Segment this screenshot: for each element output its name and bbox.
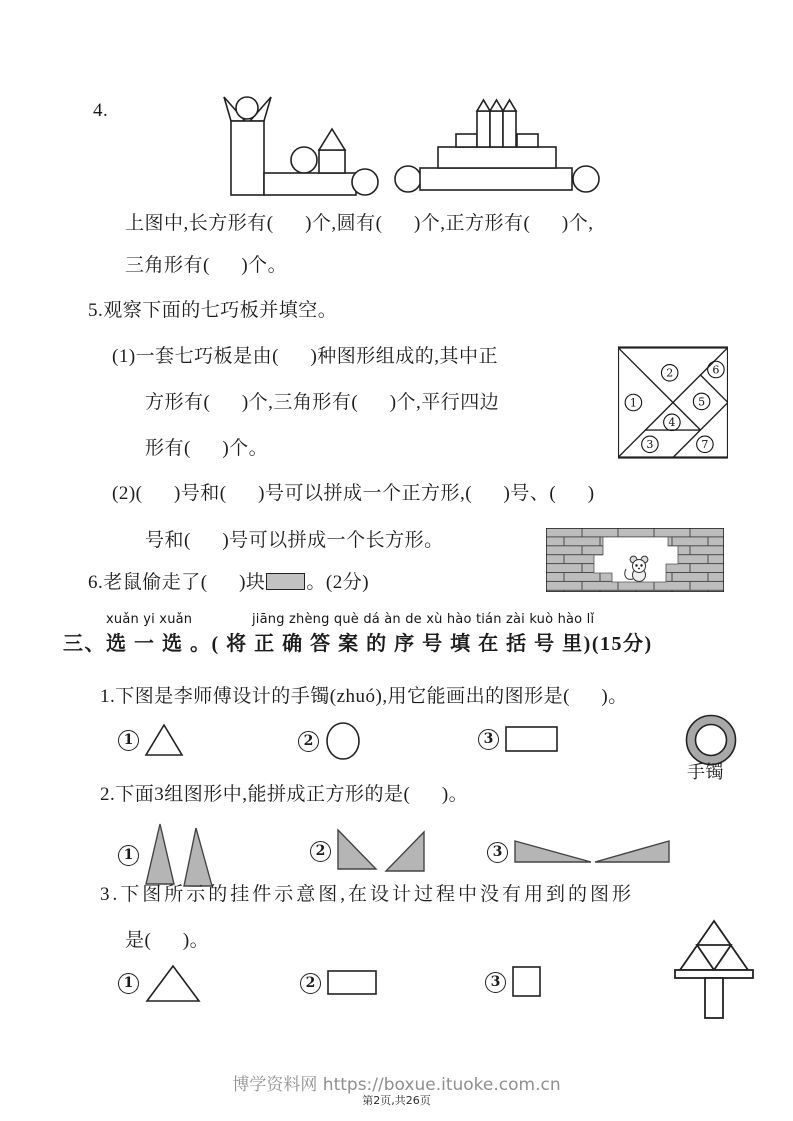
bottom-bar-rectangle xyxy=(420,168,572,190)
q1-text: 1.下图是李师傅设计的手镯(zhuó),用它能画出的图形是( )。 xyxy=(100,686,628,707)
tangram-label-7: 7 xyxy=(701,438,709,452)
left-wheel-circle xyxy=(395,166,421,192)
q2-option-2 xyxy=(310,828,428,874)
q4-line2: 三角形有( )个。 xyxy=(125,255,288,276)
tier3-left-square xyxy=(456,134,477,147)
ball-circle xyxy=(291,147,317,173)
q4-blocks-figure-1 xyxy=(198,93,383,203)
brick-wall-figure xyxy=(546,528,724,592)
square-icon xyxy=(511,965,543,999)
heading-paren-open: ( xyxy=(211,633,227,655)
q5-part1-line3: 形有( )个。 xyxy=(145,438,269,459)
page-number: 第2页,共26页 xyxy=(362,1094,431,1107)
heading-jiang: 将 正 确 答 案 的 序 号 填 在 括 号 里 xyxy=(226,633,584,655)
house-square xyxy=(319,150,345,173)
tangram-label-3: 3 xyxy=(646,438,654,452)
q2-option-3 xyxy=(487,838,673,866)
option-marker: 3 xyxy=(478,729,499,750)
tangram-label-5: 5 xyxy=(698,395,706,409)
heading-suffix: )(15分) xyxy=(583,633,653,655)
triangle-icon xyxy=(144,722,184,758)
base-rectangle xyxy=(264,173,356,195)
tier2-rectangle xyxy=(438,147,556,168)
q6-text-before: 6.老鼠偷走了( )块 xyxy=(88,572,266,593)
tangram-label-2: 2 xyxy=(666,366,674,380)
pendant-figure xyxy=(668,918,760,1020)
pinyin-jiang: jiāng zhèng què dá àn de xù hào tián zài kuò hào lǐ xyxy=(252,612,595,627)
option-marker: 1 xyxy=(118,845,139,866)
option-marker: 2 xyxy=(298,731,319,752)
tall-triangles-pair-icon xyxy=(144,822,216,888)
option-marker: 2 xyxy=(310,841,331,862)
option-marker: 3 xyxy=(485,972,506,993)
section3-heading xyxy=(63,632,653,656)
flat-triangles-pair-icon xyxy=(513,838,673,866)
triangle-icon xyxy=(144,962,202,1004)
tangram-label-1: 1 xyxy=(629,396,637,410)
tower3-roof-triangle xyxy=(503,100,516,111)
q1-option-1 xyxy=(118,722,184,758)
pinyin-xuan: xuǎn yi xuǎn xyxy=(106,612,193,627)
q3-option-1 xyxy=(118,962,202,1004)
option-marker: 2 xyxy=(300,973,321,994)
tower2-rectangle xyxy=(490,111,503,147)
option-marker: 3 xyxy=(487,842,508,863)
crown-circle xyxy=(236,97,258,119)
tier3-right-square xyxy=(517,134,538,147)
q4-blocks-figure-2 xyxy=(393,98,603,198)
tower3-rectangle xyxy=(503,111,516,147)
q1-option-3 xyxy=(478,724,560,754)
brick-icon xyxy=(266,573,305,590)
right-wheel-circle xyxy=(573,166,599,192)
tower-rectangle xyxy=(231,121,264,195)
bracelet-figure xyxy=(682,714,740,768)
pendant-bar-rectangle xyxy=(675,970,753,978)
tower2-roof-triangle xyxy=(490,100,503,111)
pendant-stem-rectangle xyxy=(705,978,723,1018)
q6-line xyxy=(88,572,369,595)
rectangle-icon xyxy=(504,724,560,754)
house-roof-triangle xyxy=(319,129,345,150)
q2-text: 2.下面3组图形中,能拼成正方形的是( )。 xyxy=(100,784,469,805)
q4-number: 4. xyxy=(93,100,109,121)
tower1-rectangle xyxy=(477,111,490,147)
tangram-label-4: 4 xyxy=(668,416,676,430)
tangram-figure xyxy=(618,345,728,460)
tangram-label-6: 6 xyxy=(712,363,720,377)
q2-option-1 xyxy=(118,822,216,888)
q5-part1-line1: (1)一套七巧板是由( )种图形组成的,其中正 xyxy=(112,346,499,367)
q4-line1: 上图中,长方形有( )个,圆有( )个,正方形有( )个, xyxy=(125,213,594,234)
rectangle-icon xyxy=(326,968,380,998)
heading-prefix: 三、 xyxy=(63,633,106,655)
q5-part1-line2: 方形有( )个,三角形有( )个,平行四边 xyxy=(145,392,500,413)
tower1-roof-triangle xyxy=(477,100,490,111)
q5-part2-line2: 号和( )号可以拼成一个长方形。 xyxy=(145,530,444,551)
circle-icon xyxy=(324,720,362,762)
q3-option-2 xyxy=(300,968,380,998)
q3-option-3 xyxy=(485,965,543,999)
q5-part2-line1: (2)( )号和( )号可以拼成一个正方形,( )号、( ) xyxy=(112,483,595,504)
right-ball-circle xyxy=(352,169,378,195)
bracelet-label: 手镯 xyxy=(687,762,724,782)
q3-line2: 是( )。 xyxy=(125,930,210,951)
q5-title: 5.观察下面的七巧板并填空。 xyxy=(88,300,338,321)
right-triangles-pair-icon xyxy=(336,828,428,874)
watermark: 博学资料网 https://boxue.ituoke.com.cn xyxy=(232,1075,561,1095)
q6-text-after: 。(2分) xyxy=(306,572,370,593)
option-marker: 1 xyxy=(118,973,139,994)
heading-xuan: 选 一 选 。 xyxy=(106,633,212,655)
q3-line1: 3.下图所示的挂件示意图,在设计过程中没有用到的图形 xyxy=(100,884,635,905)
q1-option-2 xyxy=(298,720,362,762)
option-marker: 1 xyxy=(118,730,139,751)
